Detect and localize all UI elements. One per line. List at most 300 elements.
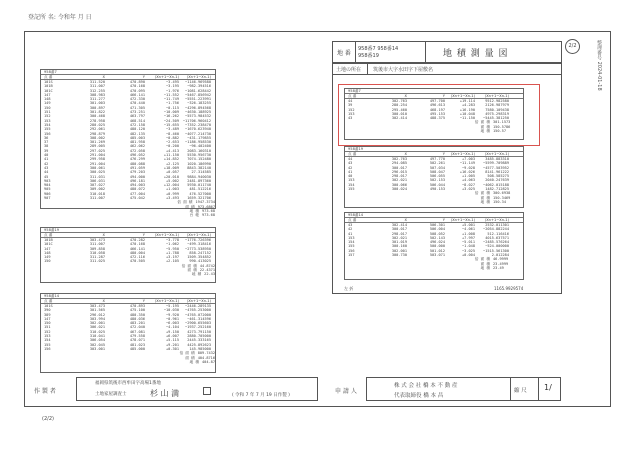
- table-cell: 154: [348, 240, 355, 245]
- table-cell: 298.017: [391, 231, 407, 236]
- table-cell: +1.003: [166, 187, 179, 192]
- table-cell: 309.002: [89, 187, 105, 192]
- table-cell: 480.120: [129, 127, 145, 132]
- table-cell: −1.048: [462, 244, 475, 249]
- table-cell: 153: [348, 111, 355, 116]
- table-cell: 476.299: [129, 157, 145, 162]
- chiban-value-line2: 958番19: [358, 53, 379, 59]
- table-cell: 1482.712825: [485, 187, 509, 192]
- table-cell: 472.158: [129, 122, 145, 127]
- table-cell: 470.168: [129, 84, 145, 89]
- table-cell: 152: [348, 107, 355, 112]
- table-cell: 9884.940030: [187, 174, 211, 179]
- table-cell: −5.950: [166, 246, 179, 251]
- table-cell: 2481.897360: [187, 178, 211, 183]
- table-cell: 300.066: [391, 182, 407, 187]
- table-cell: 497.770: [429, 157, 445, 161]
- coordinate-table-958-14: 958番14 点 番 X Y (Xn+1−Xn-1) (Xn+1−Xn-1) 101S 303.473 470.893 −5.195 −2446.289135 390 301.565 475.100 −10.030 −4765.253000 389 296.012 480.350 −9.920 −4765.072000 147 303.994 480.036 −0.961 −461.314596 150 302.001 483.201 −6.003 −2900.655603 151 306.021 472.040 −4.104 −1937.252160 152 310.025 467.081 +9.150 4273.791150 153 310.041 479.558 +6.007 2880.705000 154 306.054 478.071 +5.115 2445.333165 155 302.045 481.023 +9.201 4425.892623 156 303.001 485.000 +0.301 145.985000 倍 面 積 809.7432 面 積 404.8716 地 積 404.87: [40, 293, 216, 373]
- table-cell: −4630.188925: [185, 110, 211, 115]
- table-cell: 905: [44, 187, 51, 192]
- table-cell: 470.168: [129, 242, 145, 247]
- table-cell: 3485.883310: [485, 157, 509, 161]
- table-cell: −3.489: [166, 127, 179, 132]
- table-cell: 472.116: [129, 255, 145, 260]
- table-cell: 42: [348, 165, 353, 170]
- table-cell: 296.012: [89, 312, 105, 317]
- table-cell: 308.002: [89, 135, 105, 140]
- table-cell: −2054.882244: [483, 227, 509, 232]
- table-cell: 496.181: [129, 178, 145, 183]
- applicant-representative: 代表取締役 橋 本 昌: [394, 393, 444, 399]
- table-cell: 311.007: [89, 242, 105, 247]
- table-cell: +12.004: [163, 183, 179, 188]
- table-cell: 145.985000: [189, 346, 211, 351]
- table-cell: 27.314585: [191, 170, 211, 175]
- table-cell: +16.026: [459, 169, 475, 174]
- table-cell: +11.150: [163, 153, 179, 158]
- table-cell: 8141.961222: [485, 169, 509, 174]
- table-cell: 2040.247639: [485, 178, 509, 183]
- table-cell: 280.025: [89, 122, 105, 127]
- table-cell: 302.021: [391, 235, 407, 240]
- table-cell: +16.190: [459, 107, 475, 112]
- author-label: 作 製 者: [34, 388, 56, 395]
- table-cell: 151: [44, 110, 51, 115]
- table-cell: −0.115: [166, 105, 179, 110]
- table-cell: 310.041: [89, 334, 105, 339]
- table-cell: 157: [348, 253, 355, 258]
- table-cell: 44: [44, 170, 49, 175]
- table-cell: +3.493: [166, 196, 179, 201]
- table-cell: 155: [348, 187, 355, 192]
- table-cell: 302.001: [391, 248, 407, 253]
- note-right: 1165.9929574: [494, 286, 524, 291]
- table-cell: −5445.381250: [483, 116, 509, 121]
- table-cell: −1515.561300: [483, 248, 509, 253]
- table-cell: 155: [44, 127, 51, 132]
- table-cell: +18.009: [163, 165, 179, 170]
- table-cell: 300.024: [391, 187, 407, 192]
- table-cell: −524.000000: [485, 244, 509, 249]
- table-cell: 481.958: [129, 140, 145, 145]
- author-title: 土地家屋調査士: [95, 392, 127, 397]
- table-cell: −5467.856942: [185, 92, 211, 97]
- table-cell: 150: [44, 259, 51, 264]
- table-cell: 904: [44, 183, 51, 188]
- table-cell: −431.179855: [187, 135, 211, 140]
- table-cell: 472.330: [129, 97, 145, 102]
- table-cell: 502.153: [429, 178, 445, 183]
- table-cell: 470.893: [129, 304, 145, 308]
- table-cell: 9512.982580: [485, 99, 509, 103]
- table-cell: −2900.655603: [185, 321, 211, 326]
- table-cell: 472.058: [129, 148, 145, 153]
- table-cell: −15.655: [163, 122, 179, 127]
- table-cell: −9.920: [166, 312, 179, 317]
- table-cell: +1.788: [166, 250, 179, 255]
- table-cell: −10.030: [163, 308, 179, 313]
- table-cell: −5.195: [166, 304, 179, 308]
- table-cell: 299.958: [89, 157, 105, 162]
- note-left: 左 折: [344, 286, 354, 291]
- table-cell: 466.141: [129, 92, 145, 97]
- table-cell: 302.045: [89, 342, 105, 347]
- author-date: ( 令和 7 年 7 月 19 日作製 ): [232, 393, 290, 398]
- table-cell: 481.512216: [189, 187, 211, 192]
- table-cell: 41: [44, 157, 49, 162]
- table-cell: −3.025: [462, 248, 475, 253]
- highlight-box: [338, 84, 540, 146]
- table-cell: 147: [44, 246, 51, 251]
- table-cell: 480.088: [129, 161, 145, 166]
- table-cell: 306.021: [89, 325, 105, 330]
- table-cell: +5.115: [166, 338, 179, 343]
- table-cell: 5530.956730: [187, 153, 211, 158]
- table-cell: 292.061: [89, 127, 105, 132]
- table-cell: −11.552: [163, 92, 179, 97]
- table-cell: −4.061: [462, 227, 475, 232]
- table-cell: 151: [44, 325, 51, 330]
- table-cell: 280.254: [391, 103, 407, 108]
- table-cell: 301.565: [89, 308, 105, 313]
- table-cell: 303.473: [89, 304, 105, 308]
- table-cell: 156: [348, 248, 355, 253]
- table-cell: 154: [348, 182, 355, 187]
- table-cell: 311.277: [89, 97, 105, 102]
- table-cell: +1.008: [462, 231, 475, 236]
- table-cell: −8.027: [462, 182, 475, 187]
- table-cell: 7580.109438: [485, 107, 509, 112]
- coordinate-table-right-958-19: 958番19 点 番 X Y (Xn+1−Xn-1) (Xn+1−Xn-1) 44 302.763 497.770 +7.003 3485.883310 43 294.085 502.261 −11.149 −5599.709889 42 300.017 507.034 −9.028 −4577.503952 41 296.015 508.047 +16.026 8141.961222 40 298.017 506.055 +1.005 508.585275 153 302.021 502.153 +4.063 2040.247639 154 300.066 506.044 −8.027 −4062.015188 155 300.024 490.153 +3.025 1482.712825 倍 面 積 300.6938 面 積 150.3469 地 積 150.34: [344, 146, 524, 208]
- table-cell: 508.585275: [487, 174, 509, 179]
- table-cell: +4.063: [462, 178, 475, 183]
- table-cell: 306.054: [89, 338, 105, 343]
- table-cell: 311.025: [89, 259, 105, 264]
- table-cell: 508.052: [429, 231, 445, 236]
- table-cell: 470.505: [129, 259, 145, 264]
- table-cell: 5930.011740: [187, 183, 211, 188]
- table-cell: 44: [348, 99, 353, 103]
- table-cell: 473.251: [129, 110, 145, 115]
- table-header: 点 番 X Y (Xn+1−Xn-1) (Xn+1−Xn-1): [41, 299, 215, 304]
- table-cell: 462.062: [129, 144, 145, 149]
- coordinate-table-958-19: 958番19 点 番 X Y (Xn+1−Xn-1) (Xn+1−Xn-1) 101B 303.473 470.282 −3.778 −1776.726396 101C 311.007 470.168 −1.062 −499.318416 147 309.858 466.141 −5.950 −2773.538950 148 310.058 480.004 +1.788 858.247152 149 311.287 472.116 +3.197 1509.354852 150 311.025 470.505 +2.105 990.413025 倍 面 積 44.8742 面 積 22.4371 地 積 22.43: [40, 227, 216, 283]
- table-cell: +3.025: [462, 187, 475, 192]
- table-cell: 149: [44, 101, 51, 106]
- table-cell: 154: [44, 122, 51, 127]
- table-cell: 483.201: [129, 321, 145, 326]
- table-cell: −4.104: [166, 325, 179, 330]
- table-cell: 303.994: [89, 316, 105, 321]
- table-cell: 485.000: [129, 346, 145, 351]
- table-cell: 101B: [44, 84, 53, 89]
- table-cell: 309.858: [89, 246, 105, 251]
- table-cell: 43: [348, 161, 353, 166]
- chiban-value-line1: 958番7 958番14: [358, 46, 399, 52]
- table-cell: −1081.628442: [185, 88, 211, 93]
- table-cell: 502.261: [429, 161, 445, 166]
- table-cell: 311.287: [89, 255, 105, 260]
- table-cell: 480.004: [129, 250, 145, 255]
- table-cell: 2445.333165: [187, 338, 211, 343]
- table-cell: 43: [348, 116, 353, 121]
- table-cell: 42: [44, 161, 49, 166]
- table-cell: 470.890: [129, 80, 145, 84]
- table-cell: 496.024: [429, 240, 445, 245]
- table-caption: 958番19: [345, 147, 523, 152]
- table-cell: 302.414: [391, 223, 407, 227]
- table-cell: −4577.503952: [483, 165, 509, 170]
- table-cell: 482.135: [129, 131, 145, 136]
- table-cell: +7.003: [462, 157, 475, 161]
- table-cell: −2773.538950: [185, 246, 211, 251]
- table-caption: 958番7: [345, 89, 523, 94]
- table-cell: 478.071: [129, 338, 145, 343]
- header-left-text: 登記所 名: 令和年 月 日: [28, 14, 92, 21]
- table-cell: 296.015: [391, 169, 407, 174]
- table-cell: 467.081: [129, 329, 145, 334]
- table-cell: 480.072: [129, 187, 145, 192]
- table-cell: 301.003: [89, 101, 105, 106]
- table-cell: −5551.223991: [185, 97, 211, 102]
- table-cell: 156: [44, 346, 51, 351]
- table-cell: +7.997: [462, 235, 475, 240]
- table-cell: 155: [348, 244, 355, 249]
- table-cell: −96.402400: [189, 144, 211, 149]
- table-cell: 153: [348, 178, 355, 183]
- table-cell: 38: [44, 144, 49, 149]
- table-cell: 291.004: [89, 153, 105, 158]
- table-cell: 494.003: [129, 183, 145, 188]
- table-cell: 43: [348, 223, 353, 227]
- table-cell: −1776.726396: [185, 238, 211, 242]
- table-cell: 475.042: [129, 196, 145, 201]
- chiban-label: 地 番: [337, 50, 351, 57]
- table-cell: 312.255: [89, 88, 105, 93]
- table-cell: 300.468: [89, 114, 105, 119]
- table-cell: 479.203: [129, 170, 145, 175]
- table-cell: −0.200: [166, 144, 179, 149]
- table-cell: −1186.958530: [185, 140, 211, 145]
- table-cell: 496.052: [129, 153, 145, 158]
- divider-line: [561, 75, 562, 293]
- table-cell: −326.183255: [187, 101, 211, 106]
- table-cell: 37: [44, 140, 49, 145]
- table-cell: −4077.214730: [185, 131, 211, 136]
- table-cell: 149: [44, 255, 51, 260]
- table-caption: 958番14: [345, 213, 523, 218]
- author-address: 福岡県筑後市西牟田字高場1番地: [95, 381, 161, 386]
- table-cell: 1020.186990: [187, 161, 211, 166]
- table-cell: +5.002: [166, 178, 179, 183]
- table-cell: 472.040: [129, 325, 145, 330]
- table-cell: −11.149: [459, 161, 475, 166]
- table-cell: 2532.011301: [485, 223, 509, 227]
- table-cell: −1.062: [166, 242, 179, 247]
- table-cell: −1.756: [166, 101, 179, 106]
- table-cell: 153: [44, 334, 51, 339]
- table-cell: 302.001: [89, 321, 105, 326]
- table-cell: 506.055: [429, 174, 445, 179]
- table-cell: 153: [44, 118, 51, 123]
- title-block: [332, 41, 562, 63]
- table-cell: 101B: [44, 238, 53, 242]
- table-cell: −3.778: [166, 238, 179, 242]
- table-cell: 1659.321706: [187, 196, 211, 201]
- table-cell: 148: [44, 250, 51, 255]
- table-cell: −1146.969580: [185, 80, 211, 84]
- table-cell: 480.350: [129, 312, 145, 317]
- scale-value: 1/: [544, 383, 552, 392]
- table-cell: 4015.637571: [485, 235, 509, 240]
- table-cell: 479.558: [129, 334, 145, 339]
- table-cell: 45: [44, 174, 49, 179]
- table-cell: 470.282: [129, 238, 145, 242]
- table-cell: −1.976: [166, 88, 179, 93]
- table-cell: +20.010: [163, 174, 179, 179]
- table-cell: 43: [44, 165, 49, 170]
- table-cell: 101C: [44, 242, 53, 247]
- table-cell: −11706.960412: [182, 118, 211, 123]
- coordinate-table-right-958-14: 958番14 点 番 X Y (Xn+1−Xn-1) (Xn+1−Xn-1) 43 302.414 506.301 +5.001 2532.011301 42 300.017 506.004 −4.061 −2054.882244 41 298.017 508.052 +1.008 512.116416 153 302.021 502.143 +7.997 4015.637571 154 301.019 496.024 −5.011 −2485.576264 155 300.160 500.000 −1.048 −524.000000 156 302.001 501.012 −3.025 −1515.561300 157 300.730 503.071 +0.004 2.012284 倍 面 積 46.9999 面 積 23.4999 地 積 23.49: [344, 212, 524, 280]
- table-cell: +0.057: [166, 170, 179, 175]
- table-cell: 294.085: [391, 161, 407, 166]
- table-cell: 311.007: [89, 196, 105, 201]
- table-cell: −11.150: [459, 116, 475, 121]
- table-cell: 303.473: [89, 238, 105, 242]
- table-header: 点 番 X Y (Xn+1−Xn-1) (Xn+1−Xn-1): [345, 152, 523, 157]
- table-cell: 39: [44, 148, 49, 153]
- table-cell: −4062.015188: [483, 182, 509, 187]
- table-cell: 390: [44, 308, 51, 313]
- table-cell: 903: [44, 178, 51, 183]
- table-cell: 501.012: [429, 248, 445, 253]
- table-cell: −10.009: [163, 110, 179, 115]
- table-cell: −2.653: [166, 140, 179, 145]
- table-cell: 101S: [44, 304, 53, 308]
- table-cell: 502.143: [429, 235, 445, 240]
- table-cell: 300.061: [89, 165, 105, 170]
- table-cell: 470.095: [129, 88, 145, 93]
- table-cell: 476.527000: [189, 191, 211, 196]
- table-cell: 4425.892623: [187, 342, 211, 347]
- table-cell: +19.114: [459, 99, 475, 103]
- table-cell: 494.000: [129, 174, 145, 179]
- table-cell: 477.004: [129, 191, 145, 196]
- table-cell: 301.822: [89, 110, 105, 115]
- table-cell: −9.028: [462, 165, 475, 170]
- table-cell: 39: [348, 103, 353, 108]
- table-cell: 496.613: [429, 103, 445, 108]
- table-cell: 2126.987979: [485, 103, 509, 108]
- divider-line: [332, 293, 562, 294]
- table-cell: 512.116416: [487, 231, 509, 236]
- header-right-text: 整理番号 2024-01-18: [596, 40, 602, 91]
- document-title: 地 積 測 量 図: [443, 49, 509, 59]
- table-cell: −4765.072000: [185, 312, 211, 317]
- table-cell: −0.882: [166, 135, 179, 140]
- table-cell: 491.059: [129, 165, 145, 170]
- table-cell: +1.005: [462, 174, 475, 179]
- table-cell: 297.025: [89, 148, 105, 153]
- table-cell: 152: [44, 329, 51, 334]
- table-cell: 150: [44, 105, 51, 110]
- table-cell: +2.125: [166, 161, 179, 166]
- table-cell: 40: [348, 174, 353, 179]
- table-cell: 302.763: [391, 157, 407, 161]
- table-cell: +9.201: [166, 342, 179, 347]
- table-cell: +0.999: [166, 191, 179, 196]
- coordinate-table-958-7: 958番7 点 番 X Y (Xn+1−Xn-1) (Xn+1−Xn-1) 101S 311.520 470.890 −3.495 −1146.969580 101B 311.007 470.168 −3.195 −982.394516 101C 312.255 470.095 −1.976 −1081.628442 147 308.983 466.141 −11.552 −5467.856942 148 311.277 472.330 −11.749 −5551.223991 149 301.003 470.440 −1.756 −326.183255 150 300.897 471.305 −0.115 −4296.894568 151 301.822 473.251 −10.009 −4630.188925 152 300.468 463.797 −16.262 −5573.984532 153 278.958 468.514 −24.509 −11706.960412 154 280.025 472.158 −15.655 −7352.238470 155 292.061 480.120 −3.489 −1670.623940 156 298.879 482.135 −8.460 −4077.214730 36 308.002 485.003 −0.882 −431.179855 37 301.269 481.958 −2.653 −1186.958530 38 289.005 462.062 −0.200 −96.402400 39 297.025 472.058 +4.413 2083.160310 40 291.004 496.052 +11.150 5530.956730 41 299.958 476.299 +14.852 7074.152480 42 291.004 480.088 +2.125 1020.186990 43 300.061 491.059 +18.009 8843.382140 44 300.025 479.203 +0.057 27.314585 45 311.031 494.000 +20.010 9884.940030 903 306.031 496.181 +5.002 2481.897360 904 307.027 494.003 +12.004 5930.011740 905 309.002 480.072 +1.003 481.512216 906 310.018 477.004 +0.999 476.527000 907 311.007 475.042 +3.493 1659.321706 倍 面 積 1947.3734 面 積 973.6867 地 積 973.68 台 帳 973.68: [40, 69, 216, 209]
- table-cell: −461.314596: [187, 316, 211, 321]
- table-cell: 101S: [44, 80, 53, 84]
- table-cell: 41: [348, 169, 353, 174]
- table-cell: −16.262: [163, 114, 179, 119]
- table-header: 点 番 X Y (Xn+1−Xn-1) (Xn+1−Xn-1): [345, 218, 523, 223]
- table-cell: 148: [44, 97, 51, 102]
- table-cell: −5.011: [462, 240, 475, 245]
- table-cell: 2.012284: [491, 253, 509, 258]
- page-badge: 2/2: [565, 39, 580, 54]
- table-cell: 301.019: [391, 240, 407, 245]
- table-cell: −2446.289135: [185, 304, 211, 308]
- author-name: 杉 山 満: [150, 389, 180, 398]
- table-cell: +9.150: [166, 329, 179, 334]
- applicant-company: 株 式 会 社 橋 本 不 動 産: [394, 383, 458, 389]
- table-cell: 155: [44, 342, 51, 347]
- table-cell: −2485.576264: [483, 240, 509, 245]
- table-cell: −0.961: [166, 316, 179, 321]
- table-cell: 153: [348, 235, 355, 240]
- table-cell: −4296.894568: [185, 105, 211, 110]
- table-cell: +4.413: [166, 148, 179, 153]
- table-cell: 4975.298319: [485, 111, 509, 116]
- table-cell: 300.010: [391, 111, 407, 116]
- table-cell: 466.141: [129, 246, 145, 251]
- coordinate-table-right-958-7: 958番7 点 番 X Y (Xn+1−Xn-1) (Xn+1−Xn-1) 44 302.763 497.700 +19.114 9512.982580 39 280.254 496.613 +4.283 2126.987979 152 295.460 468.197 +16.190 7580.109438 153 300.010 495.153 +10.048 4975.298319 43 302.414 488.375 −11.150 −5445.381250 倍 面 積 301.1573 面 積 150.5786 地 積 150.57: [344, 88, 524, 140]
- table-cell: +4.283: [462, 103, 475, 108]
- table-cell: −5573.984532: [185, 114, 211, 119]
- table-cell: 310.025: [89, 329, 105, 334]
- table-caption: 958番14: [41, 294, 215, 299]
- table-cell: +5.001: [462, 223, 475, 227]
- table-cell: 41: [348, 231, 353, 236]
- table-cell: 308.983: [89, 92, 105, 97]
- table-cell: 488.375: [429, 116, 445, 121]
- table-cell: 302.763: [391, 99, 407, 103]
- table-cell: 300.017: [391, 227, 407, 232]
- table-cell: −7352.238470: [185, 122, 211, 127]
- table-cell: −982.394516: [187, 84, 211, 89]
- table-cell: 1509.354852: [187, 255, 211, 260]
- table-cell: −3.195: [166, 84, 179, 89]
- table-cell: −4765.253000: [185, 308, 211, 313]
- table-cell: 475.100: [129, 308, 145, 313]
- table-cell: +0.004: [462, 253, 475, 258]
- location-value: 筑後市大字水田字下屋敷名: [373, 67, 434, 73]
- table-cell: 8843.382140: [187, 165, 211, 170]
- table-cell: 506.004: [429, 227, 445, 232]
- table-cell: −11.749: [163, 97, 179, 102]
- table-cell: 295.460: [391, 107, 407, 112]
- table-cell: −24.509: [163, 118, 179, 123]
- table-cell: 152: [44, 114, 51, 119]
- table-cell: 310.058: [89, 250, 105, 255]
- table-cell: 507.034: [429, 165, 445, 170]
- table-cell: 303.001: [89, 346, 105, 351]
- divider-line: [332, 75, 333, 293]
- table-cell: 500.000: [429, 244, 445, 249]
